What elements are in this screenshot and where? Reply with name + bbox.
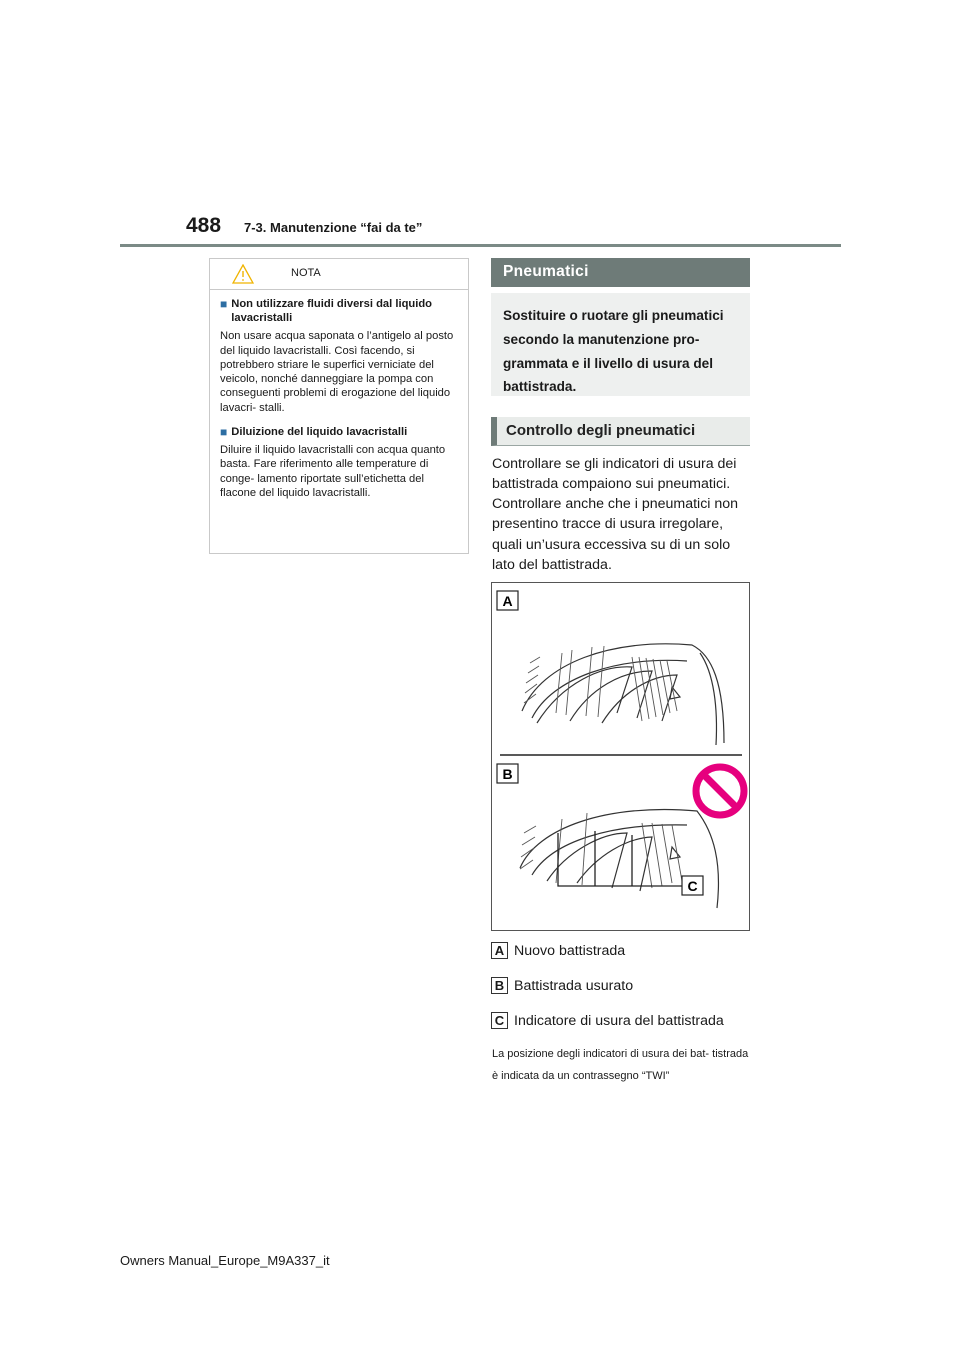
section-title: 7-3. Manutenzione “fai da te” [244,220,423,235]
header-rule [120,244,841,247]
note-header [210,259,468,290]
pneumatici-heading: Pneumatici [491,258,750,287]
legend-key: A [491,942,508,959]
note-heading-text: Diluizione del liquido lavacristalli [231,425,408,438]
tire-illustration [492,583,749,930]
label-b: B [502,766,513,782]
note-paragraph: Non usare acqua saponata o l’antigelo al posto del liquido lavacristalli. Così facendo, si potrebbero striare le superfici verniciate del veicolo, nonché danneggiare la pompa con conseguenti problemi di erogazione del liquido lavacri- stalli. [220,330,454,414]
note-heading [220,425,458,439]
legend-text: Indicatore di usura del battistrada [514,1012,724,1029]
note-heading-text: Non utilizzare fluidi diversi dal liquido lavacristalli [231,298,433,325]
tire-tread-figure [491,582,750,931]
page-number: 488 [186,214,222,237]
note-paragraph: Diluire il liquido lavacristalli con acqua quanto basta. Fare riferimento alle temperature di conge- lamento riportate sull’etichetta del flacone del liquido lavacristalli. [220,444,446,499]
controllo-heading: Controllo degli pneumatici [491,417,750,446]
legend-item-c [491,1012,724,1029]
note-box [209,258,469,554]
note-label: NOTA [291,267,321,279]
label-c: C [687,878,698,894]
controllo-paragraph: Controllare se gli indicatori di usura dei battistrada compaiono sui pneumatici. Controllare anche che i pneumatici non presentino tracce di usura irregolare, quali un’usura eccessiva su di un solo lato del battistrada. [492,456,739,573]
legend-item-a [491,942,625,959]
pneumatici-intro: Sostituire o ruotare gli pneumatici secondo la manutenzione pro- grammata e il livello di usura del battistrada. [491,293,750,396]
square-bullet-icon: ■ [220,424,228,439]
legend-key: C [491,1012,508,1029]
legend-key: B [491,977,508,994]
label-a: A [502,593,513,609]
note-body [210,290,468,500]
legend-item-b [491,977,633,994]
legend-text: Nuovo battistrada [514,942,626,959]
note-heading [220,297,458,325]
prohibition-icon [696,767,744,815]
warning-triangle-icon [232,264,254,284]
legend-text: Battistrada usurato [514,977,634,994]
footer-text: Owners Manual_Europe_M9A337_it [120,1253,330,1268]
twi-caption: La posizione degli indicatori di usura dei bat- tistrada è indicata da un contrassegno “TWI” [492,1048,749,1082]
square-bullet-icon: ■ [220,297,228,311]
